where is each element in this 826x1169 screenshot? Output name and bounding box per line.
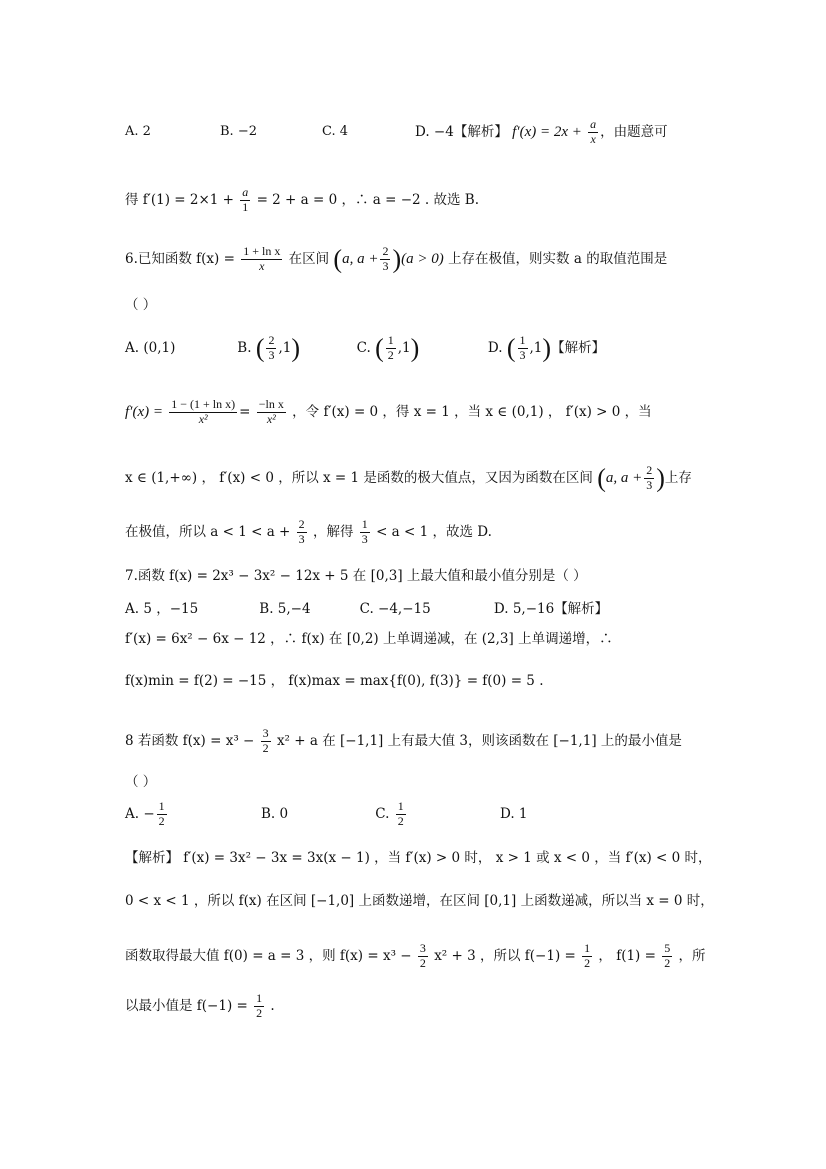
q6-blank: （ ）: [125, 297, 157, 313]
q5-analysis-line2: 得 f′(1) = 2×1 + $\frac{a}{1}$ = 2 + a = 0 ，∴ a = −2 . 故选 B.: [125, 185, 479, 214]
q7-options: A. 5 ，−15 B. 5,−4 C. −4,−15 D. 5,−16【解析】: [125, 601, 609, 617]
q6-analysis-line1: f′(x) = $\frac{\text{1 − (1 + ln x)}}{\text{x²}}$ = $\frac{\text{−ln x}}{\text{x²}}$ ，令 f′(x) = 0 ，得 x = 1 ，当 x ∈ (0,1) ， f′(x) > 0 ，当: [125, 397, 652, 426]
q7-analysis-line2: f(x)min = f(2) = −15 ， f(x)max = max{f(0), f(3)} = f(0) = 5 .: [125, 673, 544, 689]
q5-option-d-analysis: D. −4【解析】 f′(x) = 2x + $\frac{a}{x}$ ，由题意可: [415, 117, 668, 146]
q8-analysis-line3: 函数取得最大值 f(0) = a = 3 ，则 f(x) = x³ − $\frac{3}{2}$ x² + 3 ，所以 f(−1) = $\frac{1}{2}$ ， f(1) = $\frac{5}{2}$ ，所: [125, 941, 706, 970]
q8-analysis-line1: 【解析】 f′(x) = 3x² − 3x = 3x(x − 1) ，当 f′(x) > 0 时， x > 1 或 x < 0 ，当 f′(x) < 0 时，: [125, 850, 712, 866]
q5-option-a: A. 2: [125, 124, 151, 139]
q8-blank: （ ）: [125, 774, 157, 790]
q5-option-b: B. −2: [220, 124, 257, 139]
q7-stem: 7.函数 f(x) = 2x³ − 3x² − 12x + 5 在 [0,3] 上最大值和最小值分别是（ ）: [125, 568, 587, 584]
q6-stem: 6.已知函数 f(x) = $\frac{\text{1 + ln x}}{x}$ 在区间 (a, a + $\frac{2}{3}$ )(a > 0) 上存在极值，则实数 a 的取值范围是: [125, 244, 668, 274]
q7-analysis-line1: f′(x) = 6x² − 6x − 12 ，∴ f(x) 在 [0,2) 上单调递减，在 (2,3] 上单调递增，∴: [125, 631, 613, 647]
q6-analysis-line2: x ∈ (1,+∞) ， f′(x) < 0 ，所以 x = 1 是函数的极大值点，又因为函数在区间 (a, a + $\frac{2}{3}$ )上存: [125, 463, 692, 493]
q8-stem: 8 若函数 f(x) = x³ − $\frac{3}{2}$ x² + a 在 [−1,1] 上有最大值 3，则该函数在 [−1,1] 上的最小值是: [125, 726, 682, 755]
q8-analysis-line2: 0 < x < 1 ，所以 f(x) 在区间 [−1,0] 上函数递增，在区间 [0,1] 上函数递减，所以当 x = 0 时，: [125, 893, 714, 909]
q8-analysis-line4: 以最小值是 f(−1) = $\frac{1}{2}$ .: [125, 991, 275, 1020]
q5-option-c: C. 4: [322, 124, 349, 139]
q6-options: A. (0,1) B. ( $\frac{2}{3}$ ,1) C. ( $\frac{1}{2}$ ,1) D. ( $\frac{1}{3}$ ,1)【解析】: [125, 333, 606, 363]
q8-options: A. − $\frac{1}{2}$ B. 0 C. $\frac{1}{2}$ D. 1: [125, 799, 528, 828]
q6-analysis-line3: 在极值，所以 a < 1 < a + $\frac{2}{3}$ ，解得 $\frac{1}{3}$ < a < 1 ，故选 D.: [125, 517, 492, 546]
